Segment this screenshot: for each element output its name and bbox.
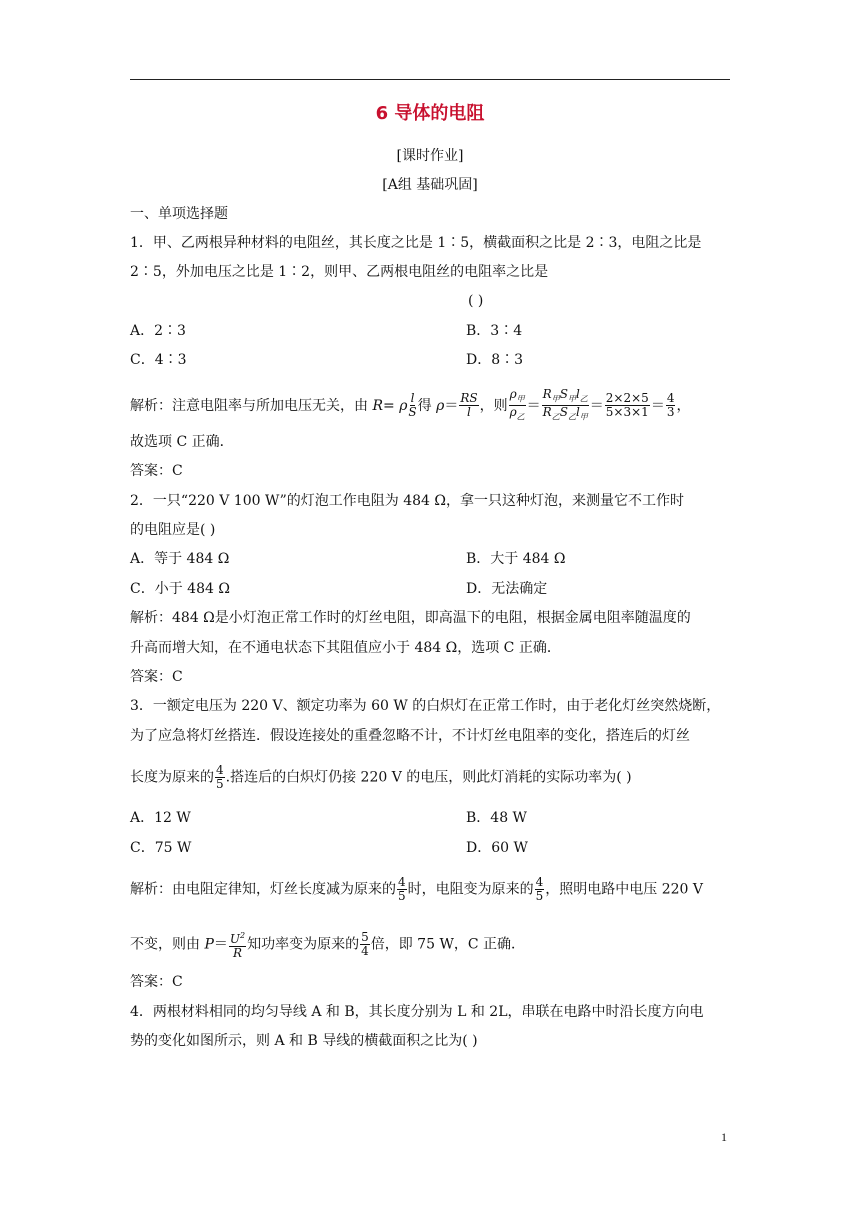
- q3-analysis-line1: 解析：由电阻定律知，灯丝长度减为原来的 $\frac{4}{5}$ 时，电阻变为原来的 $\frac{4}{5}$ ，照明电路中电压 220 V: [130, 875, 704, 903]
- q3-option-a: A．12 W: [130, 810, 191, 826]
- formula-fraction: $\frac{4}{3}$: [666, 391, 675, 420]
- q3-stem-line3: 长度为原来的 $\frac{4}{5}$ .搭连后的白炽灯仍接 220 V 的电压，则此灯消耗的实际功率为( ): [130, 763, 632, 791]
- q2-option-a: A．等于 484 Ω: [130, 551, 230, 567]
- q2-option-c: C．小于 484 Ω: [130, 581, 230, 597]
- q3-stem-line2: 为了应急将灯丝搭连．假设连接处的重叠忽略不计，不计灯丝电阻率的变化，搭连后的灯丝: [130, 728, 690, 744]
- q3-option-d: D．60 W: [466, 840, 528, 856]
- q1-answer-paren: ( ): [468, 293, 484, 309]
- q1-analysis-end: 故选项 C 正确．: [130, 434, 234, 450]
- q3-analysis-line2: 不变，则由 P＝ $\frac{U^2}{R}$ 知功率变为原来的 $\frac{5}{4}$ 倍，即 75 W，C 正确．: [130, 930, 526, 960]
- q3-stem-line1: 3．一额定电压为 220 V、额定功率为 60 W 的白炽灯在正常工作时，由于老化灯丝突然烧断，: [130, 698, 721, 714]
- q2-analysis-line1: 解析：484 Ω是小灯泡正常工作时的灯丝电阻，即高温下的电阻，根据金属电阻率随温度的: [130, 610, 691, 626]
- q2-option-b: B．大于 484 Ω: [466, 551, 566, 567]
- fraction-four-fifths: $\frac{4}{5}$: [535, 875, 544, 903]
- section-heading: 一、单项选择题: [130, 206, 228, 222]
- q2-stem-line2: 的电阻应是( ): [130, 522, 216, 538]
- formula-fraction: $\frac{l}{S}$: [408, 391, 417, 420]
- q1-analysis: 解析：注意电阻率与所加电压无关，由 R= ρ $\frac{l}{S}$ 得 ρ＝ $\frac{RS}{l}$ ，则 $\frac{\rho_甲}{\rho_乙}$ ＝ $\frac{R_甲S_甲l_乙}{R_乙S_乙l_甲}$ ＝ $\frac{2\times 2\times 5}{5\times 3\times 1}$ ＝ $\frac{4}{3}$ ，: [130, 387, 691, 422]
- q1-stem-line2: 2∶5，外加电压之比是 1∶2，则甲、乙两根电阻丝的电阻率之比是: [130, 264, 549, 280]
- page-number: 1: [721, 1130, 727, 1144]
- q1-answer: 答案：C: [130, 463, 183, 479]
- group-label: [A组 基础巩固]: [382, 177, 478, 193]
- page-title: 6 导体的电阻: [375, 103, 485, 124]
- q2-option-d: D．无法确定: [466, 581, 548, 597]
- fraction-four-fifths: $\frac{4}{5}$: [398, 875, 406, 903]
- q2-stem-line1: 2．一只“220 V 100 W”的灯泡工作电阻为 484 Ω，拿一只这种灯泡，来测量它不工作时: [130, 493, 685, 509]
- formula-fraction: $\frac{RS}{l}$: [460, 391, 478, 420]
- q1-option-b: B．3∶4: [466, 323, 523, 339]
- q1-stem-line1: 1．甲、乙两根异种材料的电阻丝，其长度之比是 1∶5，横截面积之比是 2∶3，电阻之比是: [130, 235, 702, 251]
- fraction-four-fifths: $\frac{4}{5}$: [216, 763, 224, 791]
- q1-option-c: C．4∶3: [130, 352, 187, 368]
- subtitle: [课时作业]: [396, 148, 464, 164]
- q3-answer: 答案：C: [130, 974, 183, 990]
- q2-answer: 答案：C: [130, 669, 183, 685]
- fraction-five-fourths: $\frac{5}{4}$: [361, 930, 369, 958]
- formula-fraction: $\frac{R_甲S_甲l_乙}{R_乙S_乙l_甲}$: [542, 387, 588, 422]
- q1-option-a: A．2∶3: [130, 323, 186, 339]
- q3-option-c: C．75 W: [130, 840, 192, 856]
- q1-option-d: D．8∶3: [466, 352, 524, 368]
- formula-fraction: $\frac{U^2}{R}$: [229, 931, 246, 960]
- q3-option-b: B．48 W: [466, 810, 527, 826]
- q2-analysis-line2: 升高而增大知，在不通电状态下其阻值应小于 484 Ω，选项 C 正确．: [130, 640, 561, 656]
- q1-analysis-prefix: 解析：注意电阻率与所加电压无关，由: [130, 397, 373, 414]
- formula-fraction: $\frac{2\times 2\times 5}{5\times 3\times 1}$: [605, 391, 649, 420]
- header-rule: [130, 79, 730, 80]
- q4-stem-line2: 势的变化如图所示，则 A 和 B 导线的横截面积之比为( ): [130, 1033, 478, 1049]
- formula-fraction: $\frac{\rho_甲}{\rho_乙}$: [509, 387, 525, 422]
- q4-stem-line1: 4．两根材料相同的均匀导线 A 和 B，其长度分别为 L 和 2L，串联在电路中时沿长度方向电: [130, 1004, 704, 1020]
